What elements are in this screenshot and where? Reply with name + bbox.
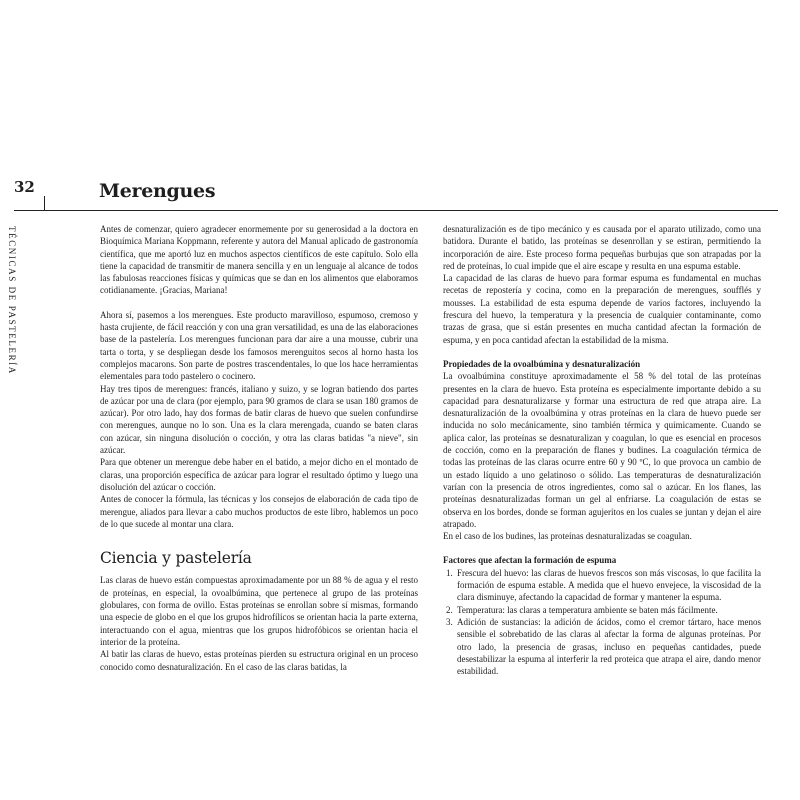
paragraph: Antes de conocer la fórmula, las técnicas y los consejos de elaboración de cada tipo de merengue, aliados para llevar a cabo muchos productos de este libro, hablemos un poco de lo que sucede al montar una clara. bbox=[100, 494, 418, 529]
paragraph: Ahora sí, pasemos a los merengues. Este producto maravilloso, espumoso, cremoso y hasta crujiente, de fácil reacción y con una gran versatilidad, es una de las elaboraciones base de la pastelería. Los merengues funcionan para dar aire a una mousse, cubrir una tarta o torta, y se despliegan desde los famosos merenguitos secos al horno hasta los complejos macarons. Son parte de postres trascendentales, lo que los hace herramientas elementales para todo pastelero o cocinero. bbox=[100, 309, 418, 382]
paragraph: desnaturalización es de tipo mecánico y es causada por el aparato utilizado, como una batidora. Durante el batido, las proteínas se desenrollan y se estiran, permitiendo la incorporación de aire. Este proceso forma pequeñas burbujas que son atrapadas por la red de proteínas, lo cual impide que el aire escape y resulta en una espuma estable. bbox=[443, 224, 761, 271]
factors-list bbox=[443, 567, 761, 678]
page-number: 32 bbox=[14, 178, 35, 196]
subheading: Factores que afectan la formación de espuma bbox=[443, 555, 617, 566]
header-rule bbox=[14, 210, 778, 211]
subheading: Propiedades de la ovoalbúmina y desnaturalización bbox=[443, 358, 641, 369]
page-title: Merengues bbox=[99, 180, 216, 202]
paragraph: Antes de comenzar, quiero agradecer enormemente por su generosidad a la doctora en Bioquímica Mariana Koppmann, referente y autora del Manual aplicado de gastronomía científica, que me aportó luz en muchos aspectos científicos de este capítulo. Solo ella tiene la capacidad de transmitir de manera sencilla y en un lenguaje al alcance de todos las fabulosas reacciones físicas y químicas que se dan en los alimentos que elaboramos cotidianamente. ¡Gracias, Mariana! bbox=[100, 224, 418, 296]
list-item: 3. Adición de sustancias: la adición de ácidos, como el cremor tártaro, hace menos sensible el sobrebatido de las claras al afectar la forma de algunas proteínas. Por otro lado, la presencia de grasas, incluso en pequeñas cantidades, puede desestabilizar la espuma al interferir la red proteica que atrapa el aire, dando menor estabilidad. bbox=[455, 616, 761, 677]
paragraph: Al batir las claras de huevo, estas proteínas pierden su estructura original en un proceso conocido como desnaturalización. En el caso de las claras batidas, la bbox=[100, 649, 418, 672]
paragraph: Para que obtener un merengue debe haber en el batido, a mejor dicho en el montado de claras, una proporción específica de azúcar para lograr el resultado óptimo y luego una disolución del azúcar o cocción. bbox=[100, 457, 418, 492]
paragraph: Hay tres tipos de merengues: francés, italiano y suizo, y se logran batiendo dos partes de azúcar por una de clara (por ejemplo, para 90 gramos de clara se usan 180 gramos de azúcar). Por otro lado, hay dos formas de batir claras de huevo que suelen confundirse con merengues, aunque no lo son. Una es la clara merengada, cuando se baten claras con azúcar, sin ninguna disolución o cocción, y otra las claras batidas "a nieve", sin azúcar. bbox=[100, 383, 418, 456]
list-item: 2. Temperatura: las claras a temperatura ambiente se baten más fácilmente. bbox=[455, 604, 761, 616]
list-item: 1. Frescura del huevo: las claras de huevos frescos son más viscosas, lo que facilita la formación de espuma estable. A medida que el huevo envejece, la viscosidad de la clara disminuye, afectando la capacidad de formar y mantener la espuma. bbox=[455, 567, 761, 604]
paragraph: En el caso de los budines, las proteínas desnaturalizadas se coagulan. bbox=[443, 531, 692, 542]
right-column bbox=[443, 223, 761, 677]
margin-divider bbox=[44, 196, 45, 211]
paragraph: La ovoalbúmina constituye aproximadamente el 58 % del total de las proteínas presentes en la clara de huevo. Esta proteína es especialmente importante debido a su capacidad para desnaturalizarse y formar una estructura de red que atrapa aire. La desnaturalización de la ovoalbúmina y otras proteínas en la clara de huevo puede ser inducida no solo mecánicamente, sino también térmica y químicamente. Cuando se aplica calor, las proteínas se desnaturalizan y coagulan, lo que es esencial en procesos de cocción, como en la preparación de flanes y budines. La coagulación térmica de todas las proteínas de las claras ocurre entre 60 y 90 ºC, lo que provoca un cambio de un estado líquido a uno gelatinoso o sólido. Las temperaturas de desnaturalización varían con la presencia de otros ingredientes, como sal o azúcar. En los flanes, las proteínas desnaturalizadas forman un gel al enfriarse. La coagulación de estas se observa en los bordes, donde se forman agujeritos en los cuales se juntan y dejan el aire atrapado. bbox=[443, 371, 761, 529]
section-heading: Ciencia y pastelería bbox=[100, 549, 252, 568]
paragraph: Las claras de huevo están compuestas aproximadamente por un 88 % de agua y el resto de proteínas, en especial, la ovoalbúmina, que pertenece al grupo de las proteínas globulares, con forma de ovillo. Estas proteínas se enrollan sobre sí mismas, formando una especie de globo en el que los grupos hidrofílicos se orientan hacia la parte externa, interactuando con el agua, mientras que los grupos hidrofóbicos se orientan hacia el interior de la proteína. bbox=[100, 575, 418, 647]
paragraph: La capacidad de las claras de huevo para formar espuma es fundamental en muchas recetas de repostería y cocina, como en la preparación de merengues, soufflés y mousses. La estabilidad de esta espuma depende de varios factores, incluyendo la frescura del huevo, la temperatura y la presencia de cualquier contaminante, como trazas de grasa, que si están presentes en mucha cantidad afectan la formación de espuma, y en poca cantidad afectan la estabilidad de la misma. bbox=[443, 273, 761, 345]
left-column bbox=[100, 223, 418, 673]
chapter-side-label: TÉCNICAS DE PASTELERÍA bbox=[7, 226, 17, 375]
